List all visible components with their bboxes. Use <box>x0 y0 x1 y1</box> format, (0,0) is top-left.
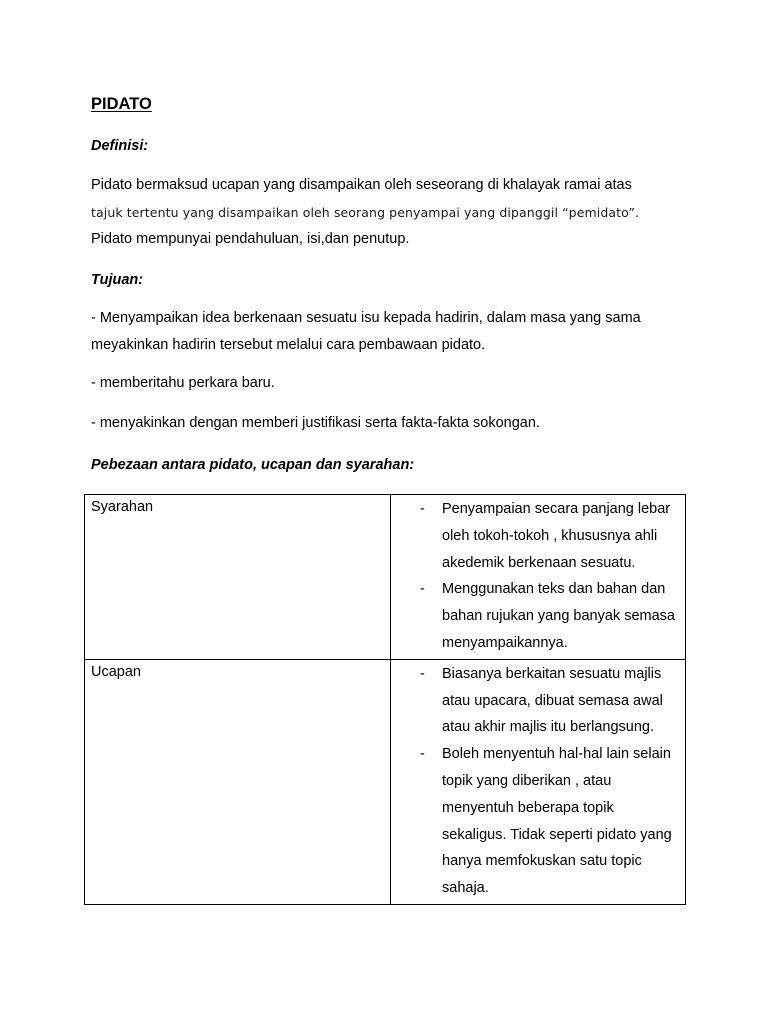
tujuan-item-3-text: - menyakinkan dengan memberi justifikasi serta fakta-fakta sokongan. <box>91 415 540 431</box>
list-item: - Menggunakan teks dan bahan dan bahan rujukan yang banyak semasa menyampaikannya. <box>391 576 685 656</box>
table-cell-term: Ucapan <box>85 659 391 904</box>
definisi-line-2: tajuk tertentu yang disampaikan oleh seorang penyampai yang dipanggil “pemidato”. <box>91 205 640 220</box>
definisi-line-3: Pidato mempunyai pendahuluan, isi,dan penutup. <box>91 231 410 247</box>
tujuan-item-3 <box>91 410 691 437</box>
description-list <box>391 496 685 657</box>
tujuan-heading: Tujuan: <box>91 272 144 288</box>
table-cell-description <box>391 495 686 660</box>
tujuan-item-1 <box>91 305 691 359</box>
description-list <box>391 661 685 902</box>
list-item: - Biasanya berkaitan sesuatu majlis atau upacara, dibuat semasa awal atau akhir majlis itu berlangsung. <box>391 661 685 741</box>
pebezaan-heading: Pebezaan antara pidato, ucapan dan syarahan: <box>91 457 415 473</box>
table-cell-description <box>391 659 686 904</box>
table-cell-term: Syarahan <box>85 495 391 660</box>
tujuan-item-1-line-2: meyakinkan hadirin tersebut melalui cara pembawaan pidato. <box>91 337 486 353</box>
list-item: - Boleh menyentuh hal-hal lain selain topik yang diberikan , atau menyentuh beberapa topik sekaligus. Tidak seperti pidato yang hanya memfokuskan satu topic sahaja. <box>391 741 685 902</box>
table-row <box>85 659 686 904</box>
list-item: - Penyampaian secara panjang lebar oleh tokoh-tokoh , khususnya ahli akedemik berkenaan sesuatu. <box>391 496 685 576</box>
comparison-table <box>84 494 686 905</box>
definisi-heading: Definisi: <box>91 138 149 154</box>
table-row <box>85 495 686 660</box>
tujuan-item-1-line-1: - Menyampaikan idea berkenaan sesuatu isu kepada hadirin, dalam masa yang sama <box>91 310 641 326</box>
tujuan-item-2 <box>91 370 691 397</box>
definisi-paragraph <box>91 172 691 253</box>
definisi-line-1: Pidato bermaksud ucapan yang disampaikan oleh seseorang di khalayak ramai atas <box>91 177 632 193</box>
document-title: PIDATO <box>91 95 152 113</box>
tujuan-item-2-text: - memberitahu perkara baru. <box>91 375 275 391</box>
